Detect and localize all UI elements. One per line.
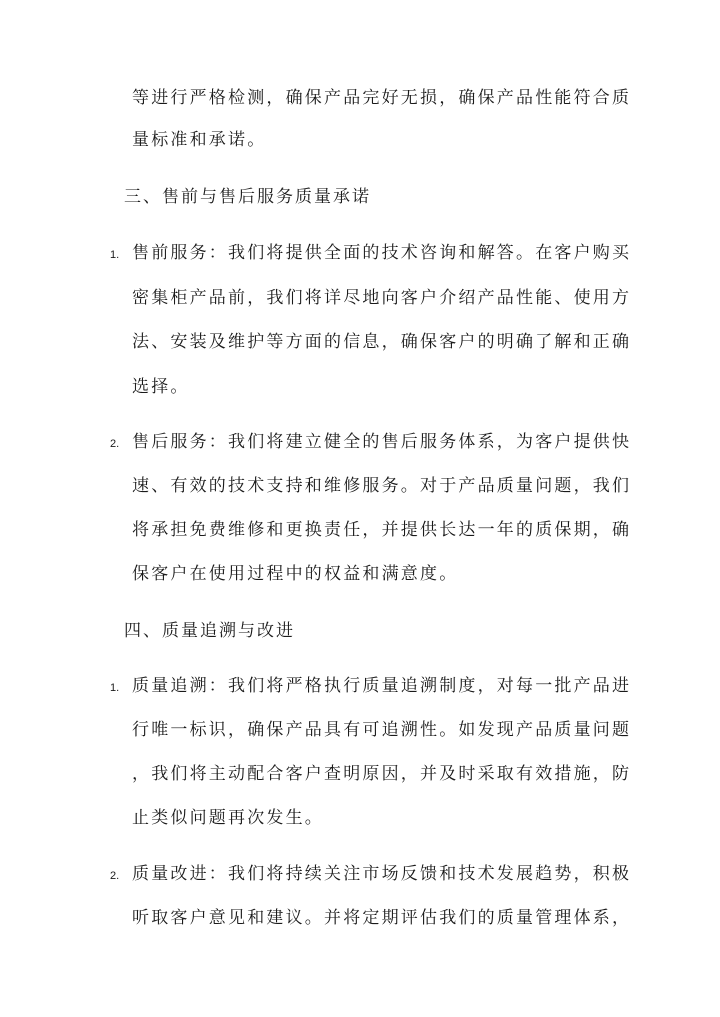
text-line: 售前服务：我们将提供全面的技术咨询和解答。在客户购买	[132, 243, 632, 263]
list-number: 1.	[110, 249, 120, 261]
list-number: 2.	[110, 438, 120, 450]
text-line: 行唯一标识，确保产品具有可追溯性。如发现产品质量问题	[132, 720, 632, 740]
text-line: 售后服务：我们将建立健全的售后服务体系，为客户提供快	[132, 432, 632, 452]
text-line: 等进行严格检测，确保产品完好无损，确保产品性能符合质	[132, 88, 632, 108]
text-line: 止类似问题再次发生。	[132, 808, 324, 828]
text-line: 质量追溯：我们将严格执行质量追溯制度，对每一批产品进	[132, 676, 632, 696]
text-line: ，我们将主动配合客户查明原因，并及时采取有效措施，防	[132, 764, 632, 784]
list-number: 2.	[110, 870, 120, 882]
text-line: 听取客户意见和建议。并将定期评估我们的质量管理体系，	[132, 908, 632, 928]
text-line: 质量改进：我们将持续关注市场反馈和技术发展趋势，积极	[132, 864, 632, 884]
section-heading: 三、售前与售后服务质量承诺	[124, 187, 371, 207]
text-line: 保客户在使用过程中的权益和满意度。	[132, 564, 459, 584]
text-line: 将承担免费维修和更换责任，并提供长达一年的质保期，确	[132, 520, 632, 540]
text-line: 速、有效的技术支持和维修服务。对于产品质量问题，我们	[132, 476, 632, 496]
text-line: 法、安装及维护等方面的信息，确保客户的明确了解和正确	[132, 332, 632, 352]
list-number: 1.	[110, 682, 120, 694]
text-line: 密集柜产品前，我们将详尽地向客户介绍产品性能、使用方	[132, 288, 632, 308]
section-heading: 四、质量追溯与改进	[124, 621, 295, 641]
text-line: 量标准和承诺。	[132, 130, 267, 150]
text-line: 选择。	[132, 377, 190, 397]
